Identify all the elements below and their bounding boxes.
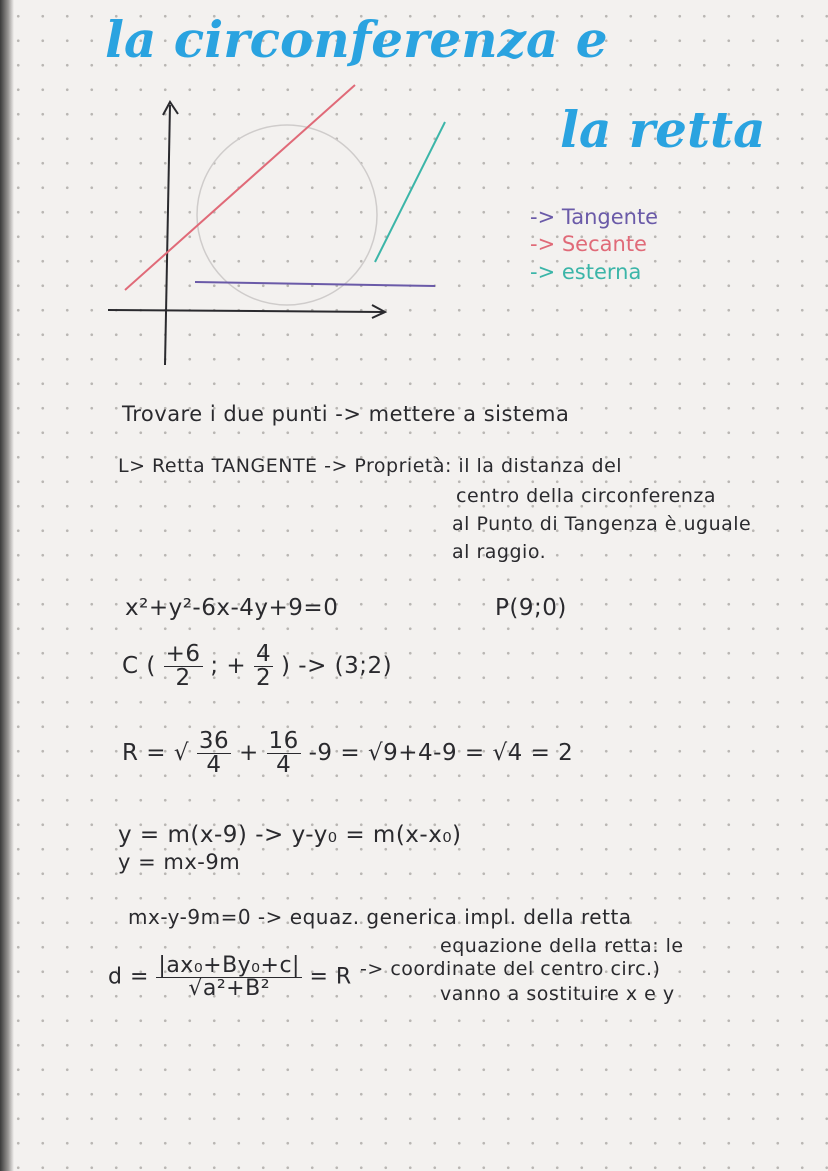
note-line-2: L> Retta TANGENTE -> Proprietà: il la distanza del (118, 455, 623, 477)
denominator: √a²+B² (188, 976, 271, 1001)
legend-tangente: -> Tangente (530, 205, 659, 229)
fraction-x (164, 643, 203, 690)
equals-r: = R (309, 964, 352, 990)
line-equation-2: y = mx-9m (118, 850, 241, 874)
y-axis (165, 105, 170, 365)
denominator: 4 (206, 752, 222, 778)
external-line (375, 122, 445, 262)
fraction-2 (267, 730, 301, 777)
implicit-equation: mx-y-9m=0 -> equaz. generica impl. della retta (128, 905, 632, 929)
distance-formula (108, 955, 352, 1000)
note-line-4: al Punto di Tangenza è uguale (452, 513, 752, 535)
axes (108, 102, 385, 365)
title-line-2: la retta (560, 100, 766, 159)
denominator: 2 (256, 665, 272, 691)
distance-note-2: -> coordinate del centro circ.) (360, 958, 661, 980)
secant-line (125, 85, 355, 290)
line-equation-1: y = m(x-9) -> y-y₀ = m(x-x₀) (118, 822, 462, 848)
radius-result: -9 = √9+4-9 = √4 = 2 (308, 740, 574, 766)
distance-note-3: vanno a sostituire x e y (440, 983, 675, 1005)
separator: ; + (210, 653, 247, 679)
denominator: 4 (276, 752, 292, 778)
distance-fraction (156, 955, 302, 1000)
title-line-1: la circonferenza e (105, 10, 608, 69)
legend-secante: -> Secante (530, 232, 647, 256)
center-prefix: C ( (122, 653, 156, 679)
diagram (0, 0, 828, 400)
numerator: 36 (198, 728, 230, 754)
note-line-3: centro della circonferenza (456, 485, 717, 507)
note-line-1: Trovare i due punti -> mettere a sistema (122, 402, 570, 426)
circle-equation: x²+y²-6x-4y+9=0 (125, 595, 339, 621)
distance-prefix: d = (108, 964, 149, 990)
radius-prefix: R = √ (122, 740, 190, 766)
circle (197, 125, 377, 305)
center-formula (122, 643, 392, 690)
numerator: +6 (165, 641, 201, 667)
numerator: |ax₀+By₀+c| (158, 953, 300, 978)
distance-note-1: equazione della retta: le (440, 935, 684, 957)
fraction-y (254, 643, 273, 690)
plus: + (238, 740, 259, 766)
legend-esterna: -> esterna (530, 260, 642, 284)
radius-formula (122, 730, 573, 777)
center-result: ) -> (3;2) (280, 653, 393, 679)
numerator: 16 (268, 728, 299, 754)
denominator: 2 (175, 665, 191, 691)
note-line-5: al raggio. (452, 541, 547, 563)
x-axis (108, 310, 385, 312)
fraction-1 (197, 730, 231, 777)
numerator: 4 (256, 641, 272, 667)
point-p: P(9;0) (495, 595, 567, 621)
